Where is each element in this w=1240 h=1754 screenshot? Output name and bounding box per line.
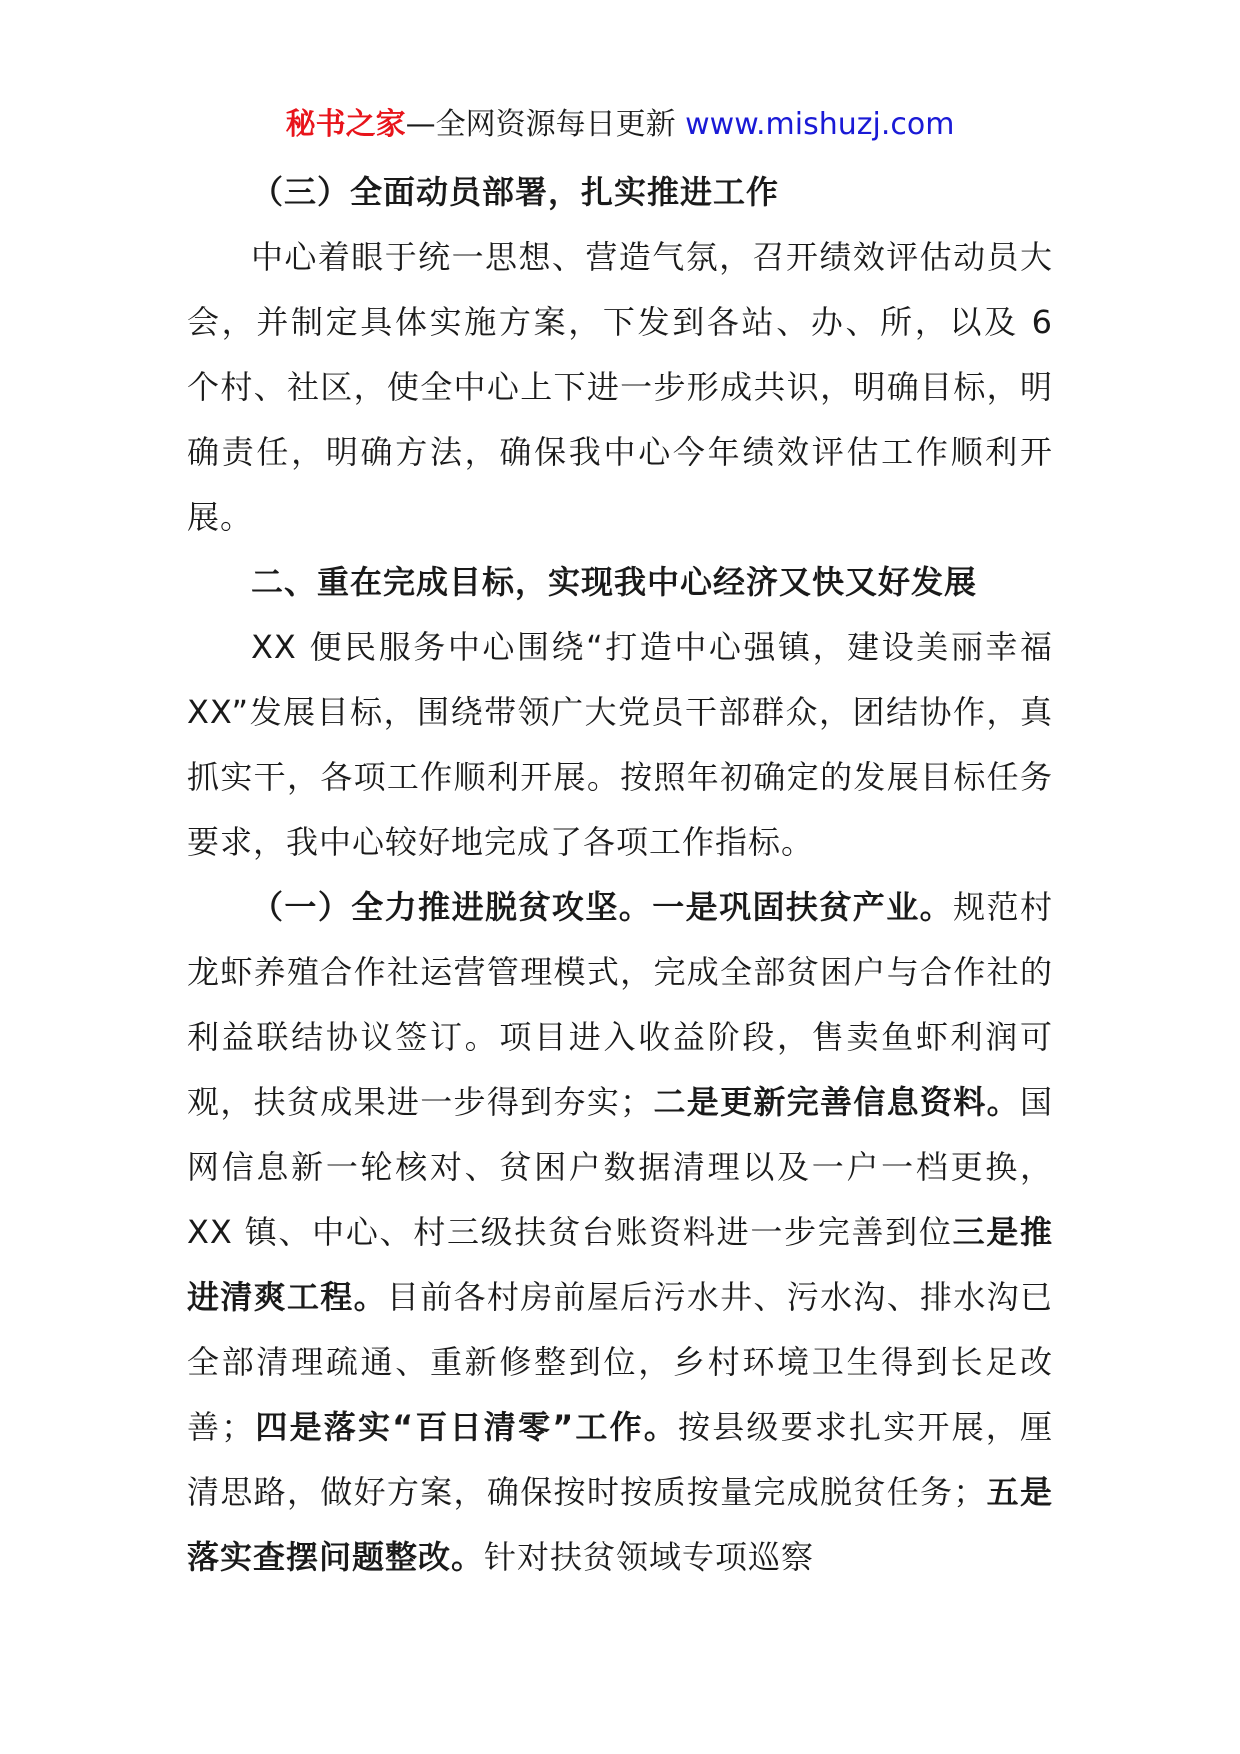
site-header	[0, 100, 1240, 150]
document-body	[187, 160, 1053, 1590]
paragraph-text: 针对扶贫领域专项巡察	[484, 1538, 815, 1576]
paragraph-text: 目前各村房前屋后污水井、污水沟、排水沟已全部清理疏通、重新修整到位，乡村环境卫生得到长足改善；	[187, 1278, 1053, 1446]
paragraph-text: 规范村龙虾养殖合作社运营管理模式，完成全部贫困户与合作社的利益联结协议签订。项目进入收益阶段，售卖鱼虾利润可观，扶贫成果进一步得到夯实；	[187, 888, 1053, 1121]
section-heading-2: 二、重在完成目标，实现我中心经济又快又好发展	[251, 563, 978, 601]
brand-name: 秘书之家	[285, 107, 406, 142]
section-heading-3: （三）全面动员部署，扎实推进工作	[251, 173, 780, 211]
paragraph-poverty-alleviation	[187, 875, 1053, 1590]
site-url-link[interactable]: www.mishuzj.com	[685, 107, 955, 142]
bold-point-5: 五是落实查摆问题整改。	[187, 1473, 1053, 1576]
paragraph-text: 国网信息新一轮核对、贫困户数据清理以及一户一档更换，XX 镇、中心、村三级扶贫台账资料进一步完善到位	[187, 1083, 1053, 1251]
header-tagline: —全网资源每日更新	[405, 107, 686, 142]
bold-point-2: 二是更新完善信息资料。	[653, 1083, 1020, 1121]
paragraph-text: 按县级要求扎实开展，厘清思路，做好方案，确保按时按质按量完成脱贫任务；	[187, 1408, 1053, 1511]
lead-bold-text: （一）全力推进脱贫攻坚。一是巩固扶贫产业。	[251, 888, 954, 926]
paragraph-mobilization: 中心着眼于统一思想、营造气氛，召开绩效评估动员大会，并制定具体实施方案，下发到各站、办、所，以及 6 个村、社区，使全中心上下进一步形成共识，明确目标，明确责任，明确方法，确保我中心今年绩效评估工作顺利开展。	[187, 238, 1053, 536]
bold-point-4: 四是落实“百日清零”工作。	[254, 1408, 679, 1446]
bold-point-3: 三是推进清爽工程。	[187, 1213, 1053, 1316]
paragraph-goals: XX 便民服务中心围绕“打造中心强镇，建设美丽幸福 XX”发展目标，围绕带领广大党员干部群众，团结协作，真抓实干，各项工作顺利开展。按照年初确定的发展目标任务要求，我中心较好地完成了各项工作指标。	[187, 628, 1053, 861]
